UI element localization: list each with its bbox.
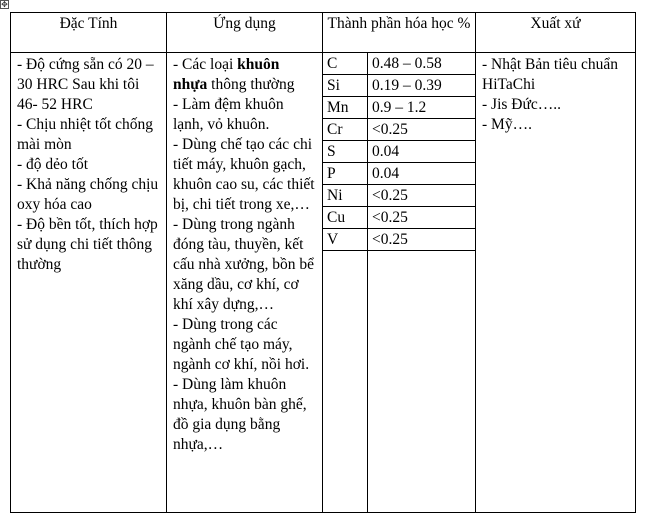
composition-divider bbox=[367, 53, 368, 512]
element-symbol: Ni bbox=[323, 185, 368, 207]
ung-dung-item: - Dùng trong các ngành chế tạo máy, ngành cơ khí, nồi hơi. bbox=[173, 316, 310, 373]
header-ung-dung: Ứng dụng bbox=[167, 13, 323, 53]
element-symbol: Cr bbox=[323, 119, 368, 141]
dac-tinh-item: - độ dẻo tốt bbox=[17, 156, 89, 173]
cell-xuat-xu bbox=[476, 53, 636, 513]
element-value: 0.9 – 1.2 bbox=[368, 97, 476, 119]
table-row bbox=[323, 163, 475, 185]
table-move-handle[interactable]: ✥ bbox=[1, 0, 8, 9]
dac-tinh-item: - Độ bền tốt, thích hợp sử dụng chi tiết thông thường bbox=[17, 216, 158, 273]
element-value: <0.25 bbox=[368, 119, 476, 141]
element-symbol: S bbox=[323, 141, 368, 163]
element-value: <0.25 bbox=[368, 229, 476, 251]
table-row bbox=[323, 207, 475, 229]
table-row bbox=[323, 75, 475, 97]
xuat-xu-item: - Jis Đức….. bbox=[482, 96, 562, 113]
cell-thanh-phan bbox=[323, 53, 476, 513]
element-value: 0.48 – 0.58 bbox=[368, 53, 476, 75]
element-symbol: P bbox=[323, 163, 368, 185]
ung-dung-item: - Làm đệm khuôn lạnh, vỏ khuôn. bbox=[173, 96, 284, 133]
table-row bbox=[323, 185, 475, 207]
header-thanh-phan: Thành phần hóa học % bbox=[323, 13, 476, 53]
element-symbol: Mn bbox=[323, 97, 368, 119]
element-value: 0.04 bbox=[368, 141, 476, 163]
element-value: 0.04 bbox=[368, 163, 476, 185]
table-row bbox=[323, 97, 475, 119]
xuat-xu-item: - Nhật Bản tiêu chuẩn HiTaChi bbox=[482, 56, 619, 93]
element-symbol: C bbox=[323, 53, 368, 75]
header-xuat-xu: Xuất xứ bbox=[476, 13, 636, 53]
dac-tinh-item: - Độ cứng sẵn có 20 – 30 HRC Sau khi tôi 46- 52 HRC bbox=[17, 56, 154, 113]
ung-dung-item: - Dùng trong ngành đóng tàu, thuyền, kết cấu nhà xưởng, bồn bể xăng dầu, cơ khí, cơ khí xây dựng,… bbox=[173, 216, 314, 313]
header-dac-tinh: Đặc Tính bbox=[11, 13, 167, 53]
ung-dung-item: - Dùng chế tạo các chi tiết máy, khuôn gạch, khuôn cao su, các thiết bị, chi tiết trong xe,… bbox=[173, 136, 315, 213]
composition-table bbox=[323, 53, 475, 251]
element-value: <0.25 bbox=[368, 185, 476, 207]
table-row bbox=[323, 229, 475, 251]
spec-table bbox=[10, 12, 636, 513]
dac-tinh-item: - Chịu nhiệt tốt chống mài mòn bbox=[17, 116, 154, 153]
element-symbol: V bbox=[323, 229, 368, 251]
cell-ung-dung bbox=[167, 53, 323, 513]
element-value: <0.25 bbox=[368, 207, 476, 229]
element-symbol: Si bbox=[323, 75, 368, 97]
table-row bbox=[323, 53, 475, 75]
ung-dung-item: - Các loại khuôn nhựa thông thường bbox=[173, 56, 295, 93]
xuat-xu-item: - Mỹ…. bbox=[482, 116, 532, 133]
cell-dac-tinh bbox=[11, 53, 167, 513]
element-value: 0.19 – 0.39 bbox=[368, 75, 476, 97]
table-row bbox=[323, 119, 475, 141]
ung-dung-item: - Dùng làm khuôn nhựa, khuôn bàn ghế, đồ gia dụng bằng nhựa,… bbox=[173, 376, 307, 453]
element-symbol: Cu bbox=[323, 207, 368, 229]
table-row bbox=[323, 141, 475, 163]
dac-tinh-item: - Khả năng chống chịu oxy hóa cao bbox=[17, 176, 159, 213]
